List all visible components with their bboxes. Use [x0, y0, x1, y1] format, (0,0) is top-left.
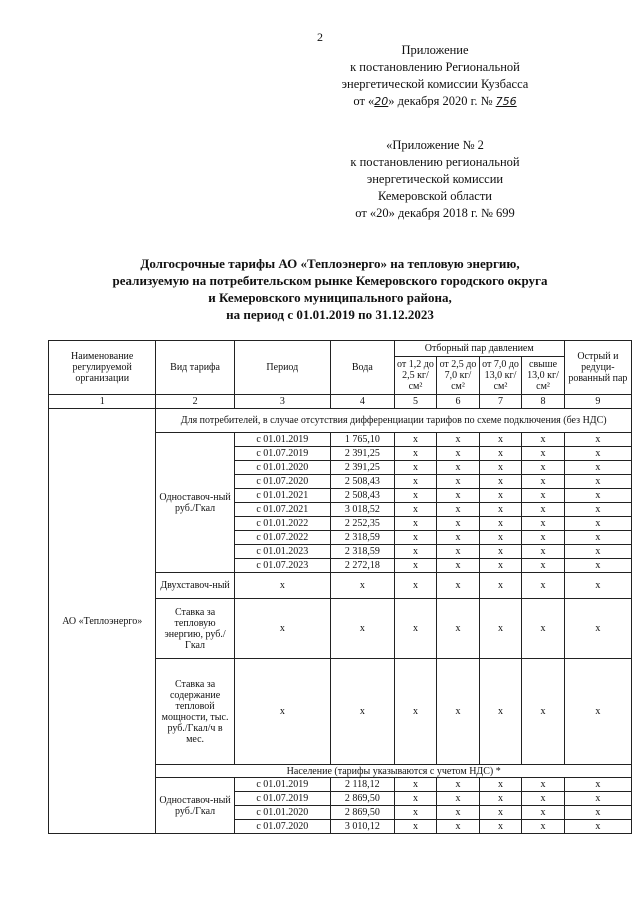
- not-applicable-cell: х: [394, 573, 437, 599]
- not-applicable-cell: х: [394, 461, 437, 475]
- not-applicable-cell: х: [479, 433, 522, 447]
- not-applicable-cell: х: [522, 489, 565, 503]
- water-tariff-cell: 3 010,12: [330, 820, 394, 834]
- not-applicable-cell: х: [437, 599, 480, 659]
- appendix-line: от «20» декабря 2018 г. № 699: [355, 206, 515, 220]
- period-cell: с 01.01.2019: [234, 778, 330, 792]
- not-applicable-cell: х: [522, 792, 565, 806]
- tariff-table: [48, 340, 632, 834]
- water-tariff-cell: 2 391,25: [330, 461, 394, 475]
- not-applicable-cell: х: [437, 503, 480, 517]
- not-applicable-cell: х: [394, 659, 437, 765]
- tariff-rate-capacity: Ставка за содержание тепловой мощности, тыс. руб./Гкал/ч в мес.: [156, 659, 234, 765]
- section-heading: Для потребителей, в случае отсутствия дифференциации тарифов по схеме подключения (без НДС): [156, 409, 632, 433]
- not-applicable-cell: х: [522, 599, 565, 659]
- period-cell: с 01.01.2020: [234, 806, 330, 820]
- not-applicable-cell: х: [437, 489, 480, 503]
- not-applicable-cell: х: [234, 599, 330, 659]
- not-applicable-cell: х: [522, 659, 565, 765]
- not-applicable-cell: х: [394, 517, 437, 531]
- appendix-line: «Приложение № 2: [386, 138, 484, 152]
- period-cell: с 01.01.2022: [234, 517, 330, 531]
- not-applicable-cell: х: [394, 531, 437, 545]
- water-tariff-cell: 2 272,18: [330, 559, 394, 573]
- tariff-rate-energy: Ставка за тепловую энергию, руб./Гкал: [156, 599, 234, 659]
- not-applicable-cell: х: [564, 599, 631, 659]
- date-middle: » декабря 2020 г. №: [388, 94, 493, 108]
- not-applicable-cell: х: [330, 599, 394, 659]
- document-title: [50, 255, 610, 323]
- not-applicable-cell: х: [522, 806, 565, 820]
- not-applicable-cell: х: [522, 531, 565, 545]
- not-applicable-cell: х: [437, 531, 480, 545]
- not-applicable-cell: х: [437, 545, 480, 559]
- not-applicable-cell: х: [437, 792, 480, 806]
- not-applicable-cell: х: [394, 820, 437, 834]
- not-applicable-cell: х: [522, 433, 565, 447]
- not-applicable-cell: х: [394, 792, 437, 806]
- date-prefix: от «: [353, 94, 375, 108]
- not-applicable-cell: х: [330, 659, 394, 765]
- not-applicable-cell: х: [564, 659, 631, 765]
- not-applicable-cell: х: [394, 489, 437, 503]
- org-name-cell: АО «Теплоэнерго»: [49, 409, 156, 834]
- header-water: Вода: [330, 341, 394, 395]
- water-tariff-cell: 1 765,10: [330, 433, 394, 447]
- not-applicable-cell: х: [479, 545, 522, 559]
- not-applicable-cell: х: [479, 531, 522, 545]
- not-applicable-cell: х: [437, 433, 480, 447]
- not-applicable-cell: х: [479, 517, 522, 531]
- appendix-line: к постановлению Региональной: [350, 60, 520, 74]
- period-cell: с 01.07.2020: [234, 820, 330, 834]
- not-applicable-cell: х: [522, 461, 565, 475]
- appendix-header-current: [300, 42, 570, 110]
- not-applicable-cell: х: [394, 559, 437, 573]
- not-applicable-cell: х: [564, 503, 631, 517]
- not-applicable-cell: х: [522, 503, 565, 517]
- col-number: 6: [437, 395, 480, 409]
- water-tariff-cell: 2 508,43: [330, 475, 394, 489]
- period-cell: с 01.07.2023: [234, 559, 330, 573]
- tariff-type-two-rate: Двухставоч-ный: [156, 573, 234, 599]
- not-applicable-cell: х: [564, 778, 631, 792]
- not-applicable-cell: х: [564, 447, 631, 461]
- col-number: 8: [522, 395, 565, 409]
- header-period: Период: [234, 341, 330, 395]
- period-cell: с 01.07.2019: [234, 447, 330, 461]
- water-tariff-cell: 2 869,50: [330, 792, 394, 806]
- not-applicable-cell: х: [522, 475, 565, 489]
- period-cell: с 01.01.2019: [234, 433, 330, 447]
- appendix-line: Кемеровской области: [377, 189, 493, 203]
- not-applicable-cell: х: [564, 475, 631, 489]
- not-applicable-cell: х: [394, 475, 437, 489]
- header-tariff-type: Вид тарифа: [156, 341, 234, 395]
- period-cell: с 01.07.2022: [234, 531, 330, 545]
- not-applicable-cell: х: [330, 573, 394, 599]
- not-applicable-cell: х: [437, 475, 480, 489]
- header-org: Наименование регулируемой организации: [49, 341, 156, 395]
- header-pressure-4: свыше 13,0 кг/см²: [522, 357, 565, 395]
- not-applicable-cell: х: [437, 659, 480, 765]
- water-tariff-cell: 2 118,12: [330, 778, 394, 792]
- not-applicable-cell: х: [437, 820, 480, 834]
- not-applicable-cell: х: [522, 820, 565, 834]
- header-pressure-2: от 2,5 до 7,0 кг/см²: [437, 357, 480, 395]
- col-number: 1: [49, 395, 156, 409]
- not-applicable-cell: х: [564, 806, 631, 820]
- period-cell: с 01.07.2020: [234, 475, 330, 489]
- not-applicable-cell: х: [522, 447, 565, 461]
- not-applicable-cell: х: [522, 559, 565, 573]
- col-number: 5: [394, 395, 437, 409]
- not-applicable-cell: х: [564, 433, 631, 447]
- handwritten-day: 20: [374, 95, 389, 108]
- appendix-date-line: [300, 93, 570, 110]
- not-applicable-cell: х: [479, 461, 522, 475]
- header-pressure-3: от 7,0 до 13,0 кг/см²: [479, 357, 522, 395]
- water-tariff-cell: 2 318,59: [330, 531, 394, 545]
- appendix-line: к постановлению региональной: [350, 155, 520, 169]
- col-number: 2: [156, 395, 234, 409]
- appendix-line: энергетической комиссии: [366, 172, 504, 186]
- water-tariff-cell: 3 018,52: [330, 503, 394, 517]
- not-applicable-cell: х: [394, 599, 437, 659]
- appendix-line: энергетической комиссии Кузбасса: [341, 77, 529, 91]
- not-applicable-cell: х: [394, 433, 437, 447]
- not-applicable-cell: х: [522, 573, 565, 599]
- not-applicable-cell: х: [437, 806, 480, 820]
- not-applicable-cell: х: [564, 531, 631, 545]
- not-applicable-cell: х: [564, 820, 631, 834]
- section-business-consumers: [49, 409, 632, 834]
- appendix-header-original: [300, 137, 570, 222]
- title-line: на период с 01.01.2019 по 31.12.2023: [226, 307, 434, 322]
- not-applicable-cell: х: [564, 573, 631, 599]
- not-applicable-cell: х: [564, 545, 631, 559]
- not-applicable-cell: х: [522, 517, 565, 531]
- period-cell: с 01.01.2023: [234, 545, 330, 559]
- header-sharp-steam: Острый и редуци-рованный пар: [564, 341, 631, 395]
- not-applicable-cell: х: [564, 461, 631, 475]
- not-applicable-cell: х: [437, 559, 480, 573]
- header-pressure-1: от 1,2 до 2,5 кг/см²: [394, 357, 437, 395]
- not-applicable-cell: х: [394, 545, 437, 559]
- not-applicable-cell: х: [522, 778, 565, 792]
- appendix-line: Приложение: [401, 43, 469, 57]
- not-applicable-cell: х: [564, 517, 631, 531]
- not-applicable-cell: х: [564, 559, 631, 573]
- not-applicable-cell: х: [394, 778, 437, 792]
- not-applicable-cell: х: [479, 559, 522, 573]
- period-cell: с 01.01.2020: [234, 461, 330, 475]
- not-applicable-cell: х: [394, 503, 437, 517]
- period-cell: с 01.07.2019: [234, 792, 330, 806]
- col-number: 9: [564, 395, 631, 409]
- not-applicable-cell: х: [479, 447, 522, 461]
- water-tariff-cell: 2 508,43: [330, 489, 394, 503]
- not-applicable-cell: х: [394, 447, 437, 461]
- not-applicable-cell: х: [394, 806, 437, 820]
- col-number: 3: [234, 395, 330, 409]
- title-line: реализуемую на потребительском рынке Кемеровского городского округа: [112, 273, 548, 288]
- not-applicable-cell: х: [479, 659, 522, 765]
- page-number: 2: [317, 30, 323, 44]
- tariff-type-single-rate: Одноставоч-ный руб./Гкал: [156, 778, 234, 834]
- not-applicable-cell: х: [479, 778, 522, 792]
- water-tariff-cell: 2 252,35: [330, 517, 394, 531]
- header-steam-group: Отборный пар давлением: [394, 341, 564, 357]
- period-cell: с 01.01.2021: [234, 489, 330, 503]
- not-applicable-cell: х: [437, 573, 480, 599]
- not-applicable-cell: х: [234, 573, 330, 599]
- not-applicable-cell: х: [479, 573, 522, 599]
- not-applicable-cell: х: [479, 806, 522, 820]
- not-applicable-cell: х: [479, 503, 522, 517]
- not-applicable-cell: х: [479, 489, 522, 503]
- not-applicable-cell: х: [437, 461, 480, 475]
- title-line: Долгосрочные тарифы АО «Теплоэнерго» на тепловую энергию,: [140, 256, 520, 271]
- handwritten-number: 756: [495, 95, 517, 108]
- not-applicable-cell: х: [437, 447, 480, 461]
- title-line: и Кемеровского муниципального района,: [208, 290, 452, 305]
- col-number: 4: [330, 395, 394, 409]
- water-tariff-cell: 2 318,59: [330, 545, 394, 559]
- not-applicable-cell: х: [564, 489, 631, 503]
- not-applicable-cell: х: [479, 599, 522, 659]
- water-tariff-cell: 2 391,25: [330, 447, 394, 461]
- not-applicable-cell: х: [522, 545, 565, 559]
- not-applicable-cell: х: [437, 778, 480, 792]
- section-heading: Население (тарифы указываются с учетом НДС) *: [156, 765, 632, 778]
- not-applicable-cell: х: [564, 792, 631, 806]
- not-applicable-cell: х: [479, 820, 522, 834]
- not-applicable-cell: х: [437, 517, 480, 531]
- not-applicable-cell: х: [234, 659, 330, 765]
- water-tariff-cell: 2 869,50: [330, 806, 394, 820]
- period-cell: с 01.07.2021: [234, 503, 330, 517]
- not-applicable-cell: х: [479, 475, 522, 489]
- col-number: 7: [479, 395, 522, 409]
- not-applicable-cell: х: [479, 792, 522, 806]
- tariff-type-single-rate: Одноставоч-ный руб./Гкал: [156, 433, 234, 573]
